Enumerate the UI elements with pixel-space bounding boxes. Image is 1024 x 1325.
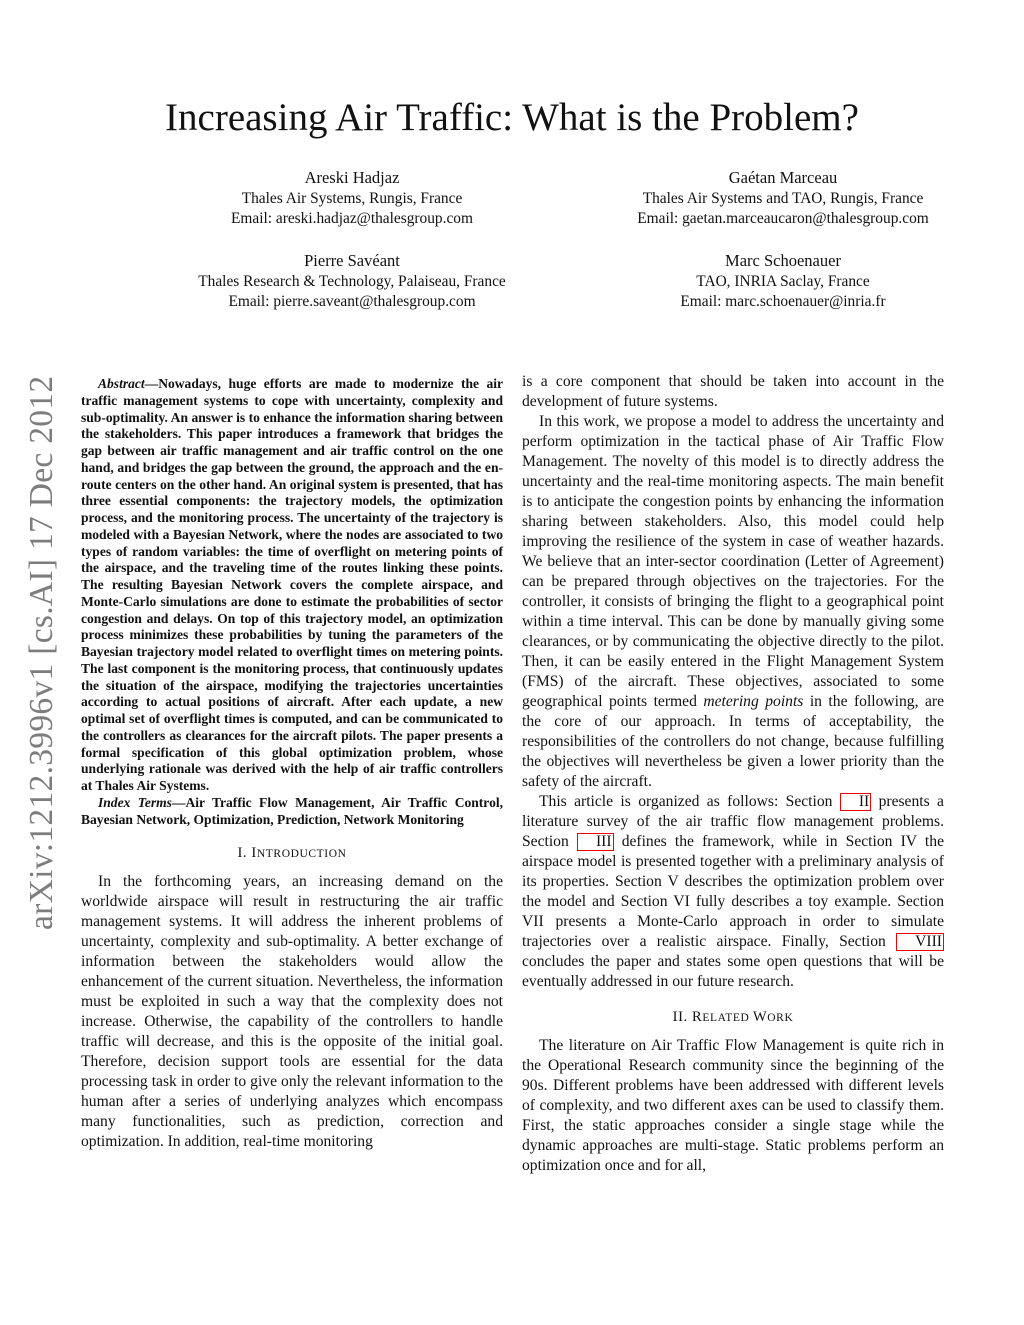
- author-name: Areski Hadjaz: [304, 168, 400, 187]
- abstract-text: —Nowadays, huge efforts are made to modernize the air traffic management systems to cope with uncertainty, complexity and sub-optimality. An answer is to enhance the information sharing between the stakeholders. This paper introduces a framework that bridges the gap between air traffic management and air traffic control on the one hand, and bridges the gap between the ground, the approach and the en-route centers on the other hand. An original system is presented, that has three essential components: the trajectory models, the optimization process, and the monitoring process. The uncertainty of the trajectory is modeled with a Bayesian Network, where the nodes are associated to two types of random variables: the time of overflight on metering points of the airspace, and the traveling time of the routes linking these points. The resulting Bayesian Network covers the complete airspace, and Monte-Carlo simulations are done to estimate the probabilities of sector congestion and delays. On top of this trajectory model, an optimization process minimizes these probabilities by tuning the parameters of the Bayesian trajectory model related to overflight times on metering points. The last component is the monitoring process, that continuously updates the situation of the airspace, modifying the trajectories uncertainties according to actual positions of aircraft. After each update, a new optimal set of overflight times is computed, and can be communicated to the controllers as clearances for the aircraft pilots. The paper presents a formal specification of this global optimization problem, whose underlying rationale was derived with the help of air traffic controllers at Thales Air Systems.: [81, 376, 503, 793]
- author-name: Marc Schoenauer: [725, 251, 841, 270]
- author-name: Gaétan Marceau: [728, 168, 838, 187]
- author-email: Email: gaetan.marceaucaron@thalesgroup.com: [637, 210, 929, 227]
- author-block-1: [201, 168, 503, 229]
- author-affiliation: TAO, INRIA Saclay, France: [696, 273, 870, 290]
- author-block-3: [162, 251, 542, 312]
- index-terms-lead: Index Terms: [98, 794, 172, 810]
- index-terms: [81, 795, 503, 829]
- intro-paragraph: In the forthcoming years, an increasing demand on the worldwide airspace will result in restructuring the air traffic management systems. It will address the inherent problems of uncertainty, complexity and sub-optimality. A better exchange of information between the stakeholders would allow the enhancement of the current situation. Nevertheless, the information must be exploited in such a way that the complexity does not increase. Otherwise, the capability of the controllers to handle traffic will decrease, and this is the opposite of the initial goal. Therefore, decision support tools are essential for the data processing task in order to give only the relevant information to the human after a series of underlying analyzes which encompass many functionalities, such as prediction, correction and optimization. In addition, real-time monitoring: [81, 873, 503, 1151]
- arxiv-identifier: arXiv:1212.3996v1 [cs.AI] 17 Dec 2012: [23, 375, 60, 930]
- section-ref-link[interactable]: VIII: [896, 933, 944, 951]
- contribution-paragraph: In this work, we propose a model to address the uncertainty and perform optimization in the tactical phase of Air Traffic Flow Management. The novelty of this model is to directly address the uncertainty and the real-time monitoring aspects. The main benefit is to anticipate the congestion points by enhancing the information sharing between stakeholders. Also, this model could help improving the resilience of the system in case of weather hazards. We believe that an inter-sector coordination (Letter of Agreement) can be prepared through objectives on the trajectories. For the controller, it consists of bringing the flight to a geographical point within a time interval. This can be done by manually giving some clearances, or by communicating the objective directly to the pilot. Then, it can be easily entered in the Flight Management System (FMS) of the aircraft. These objectives, associated to some geographical points termed metering points in the following, are the core of our approach. In terms of acceptability, the responsibilities of the controllers do not change, because fulfilling the objectives will nevertheless be given a lower priority than the safety of the aircraft.: [522, 413, 944, 790]
- abstract: [81, 376, 503, 795]
- author-name: Pierre Savéant: [304, 251, 400, 270]
- paper-title: Increasing Air Traffic: What is the Problem?: [165, 96, 859, 139]
- related-work-paragraph: The literature on Air Traffic Flow Management is quite rich in the Operational Research community since the beginning of the 90s. Different problems have been addressed with different levels of complexity, and two different axes can be used to classify them. First, the static approaches consider a single stage while the dynamic approaches are multi-stage. Static problems perform an optimization once and for all,: [522, 1037, 944, 1174]
- index-terms-text: —Air Traffic Flow Management, Air Traffic Control, Bayesian Network, Optimization, Prediction, Network Monitoring: [81, 794, 503, 827]
- author-email: Email: marc.schoenauer@inria.fr: [680, 293, 886, 310]
- author-email: Email: pierre.saveant@thalesgroup.com: [228, 293, 476, 310]
- continued-paragraph: is a core component that should be taken into account in the development of future systems.: [522, 373, 944, 410]
- author-affiliation: Thales Air Systems, Rungis, France: [241, 190, 463, 207]
- organization-paragraph: This article is organized as follows: Section II presents a literature survey of the air traffic flow management problems. Section III defines the framework, while in Section IV the airspace model is presented together with a preliminary analysis of its properties. Section V describes the optimization problem over the model and Section VI fully describes a toy example. Section VII presents a Monte-Carlo approach in order to simulate trajectories over a realistic airspace. Finally, Section VIII concludes the paper and states some open questions that will be eventually addressed in our future research.: [522, 793, 944, 990]
- abstract-lead: Abstract: [98, 376, 145, 391]
- author-email: Email: areski.hadjaz@thalesgroup.com: [231, 210, 473, 227]
- left-column: [81, 372, 503, 1152]
- metering-points-term: metering points: [703, 693, 804, 710]
- right-column: [522, 372, 944, 1176]
- section-heading-related-work: II. RELATED WORK: [672, 1009, 794, 1025]
- section-ref-link[interactable]: III: [577, 833, 614, 851]
- section-heading-introduction: I. INTRODUCTION: [237, 845, 347, 862]
- section-ref-link[interactable]: II: [840, 793, 871, 811]
- author-affiliation: Thales Research & Technology, Palaiseau, France: [198, 273, 506, 290]
- author-block-4: [612, 251, 954, 312]
- author-affiliation: Thales Air Systems and TAO, Rungis, France: [642, 190, 924, 207]
- author-block-2: [612, 168, 954, 229]
